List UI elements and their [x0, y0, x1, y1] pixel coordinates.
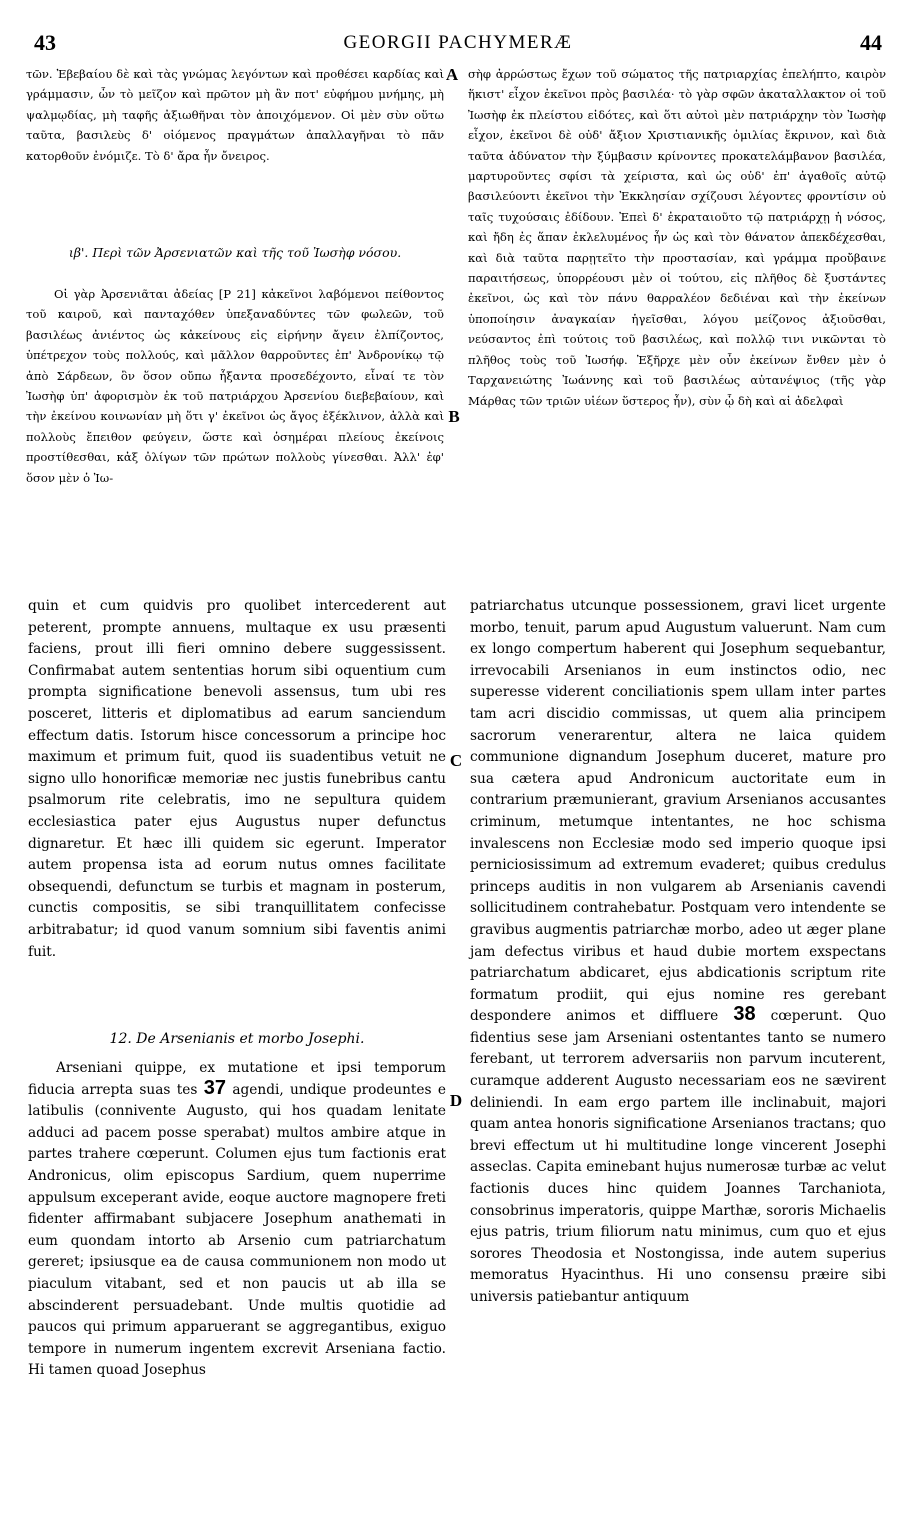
latin-left-paragraph-2-end: agendi, undique prodeuntes e latibulis (connivente Augusto, qui hos quadam lenitate adduci ad pacem posse sperabat) multos ambire atque in partes trahere cœperunt. Columen ejus tum factionis erat Andronicus, olim episcopus Sardium, quem nuperrime appulsum exceperant avide, eoque auctore magnopere freti fidenter affirmabant subjacere Josephum anathemati in eum quondam intorto ab Arsenio cum patriarchatum gereret; ipsiusque ea de causa communionem non modo ut piaculum vitabant, sed et non paucis ut ab illa se abscinderent persuadebant. Unde multis quotidie ad paucos qui primum apparuerant se aggregantibus, exiguo tempore in numerum ingentem excrevit Arseniana factio. Hi tamen quoad Josephus [28, 1081, 446, 1379]
latin-right-paragraph [470, 596, 886, 1309]
page-reference-37: 37 [203, 1076, 227, 1099]
page-number-left: 43 [34, 30, 56, 55]
page-number-right: 44 [860, 30, 882, 55]
margin-marker-c: C [449, 751, 463, 770]
greek-right-paragraph: σὴφ ἀρρώστως ἔχων τοῦ σώματος τῆς πατριαρχίας ἐπελήπτο, καιρὸν ἥκιστ' εἶχον ἐκεῖνοι πρὸς βασιλέα· τὸ γὰρ σφῶν ἀκαταλλακτον οἱ τοῦ Ἰωσὴφ ἐκ πλείστου εἰδότες, καὶ ὅτι αὐτοὶ μὲν πατριάρχην τὸν Ἰωσὴφ εἶχον, ἐκεῖνοι δὲ οὐδ' ἄξιον Χριστιανικῆς ὁμιλίας ἔκρινον, καὶ διὰ ταῦτα ἀδύνατον τὴν ξύμβασιν κρίνοντες προκατελάμβανον βασιλέα, μαρτυροῦντες σφίσι τὰ χείριστα, καὶ ὡς οὐδ' ἐπ' ἀγαθοῖς αὐτῷ βασιλεύοντι ἐκεῖνοι τὴν Ἐκκλησίαν σχίζουσι λέγοντες φροντίσιν οὐ ταῖς τυχούσαις ἐδίδουν. Ἐπεὶ δ' ἐκραταιοῦτο τῷ πατριάρχῃ ἡ νόσος, καὶ ἤδη ἐς ἅπαν ἐκλελυμένος ἦν ὡς καὶ τὸν θάνατον ἀπεκδέχεσθαι, καὶ διὰ ταῦτα παρῃτεῖτο τὴν προστασίαν, καὶ γράμμα προὔβαινε παραιτήσεως, ὑπορρέουσι μὲν οἱ τούτου, εἰς πλῆθος δὲ ξυστάντες ἐκεῖνοι, ὡς καὶ τὸν πάνυ θαρραλέον δεδιέναι καὶ τὴν ἐκείνων ὑποποίησιν ἀναγκαίαν ἡγεῖσθαι, λόγου μείζονος ἀξιοῦσθαι, νεύσαντος ἐπὶ τούτοις τοῦ βασιλέως, καὶ πολλῷ τινι νικῶνται τὸ πλῆθος τοὺς τοῦ Ἰωσήφ. Ἐξῆρχε μὲν οὖν ἐκείνων ἔνθεν μὲν ὁ Ταρχανειώτης Ἰωάννης καὶ τοῦ βασιλέως αὐτανέψιος (τῆς γὰρ Μάρθας τῶν τριῶν υἱέων ὕστερος ἦν), σὺν ᾧ δὴ καὶ αἱ ἀδελφαὶ [468, 67, 886, 408]
running-title: GEORGII PACHYMERÆ [343, 32, 573, 53]
page-reference-38: 38 [733, 1003, 756, 1026]
greek-left-paragraph-2: Οἱ γὰρ Ἀρσενιᾶται ἀδείας [P 21] κἀκεῖνοι λαβόμενοι πείθοντος τοῦ καιροῦ, καὶ πανταχόθεν ὑπεξαναδύντες τῶν φωλεῶν, τοῦ βασιλέως ἀνιέντος ὡς κἀκείνους εἰς εἰρήνην ἄγειν ἐλπίζοντος, ὑπέτρεχον τοὺς πολλούς, καὶ μᾶλλον θαρροῦντες ἐπ' Ἀνδρονίκῳ τῷ ἀπὸ Σάρδεων, ὃν ὅσον οὔπω ἧξαντα προσεδέχοντο, εἶναί τε τὸν Ἰωσὴφ ὑπ' ἀφορισμὸν ἐκ τοῦ πατριάρχου Ἀρσενίου διεβεβαίουν, καὶ τὴν ἐκείνου κοινωνίαν μὴ ὅτι γ' ἐκεῖνοι ὡς ἄγος ἐξέκλινον, ἀλλὰ καὶ πολλοὺς ἔπειθον φεύγειν, ὥστε καὶ ὁσημέραι πλείους ἐκείνοις προστίθεσθαι, κἀξ ὀλίγων τῶν πρώτων πολλοὺς γίνεσθαι. Ἀλλ' ἐφ' ὅσον μὲν ὁ Ἰω- [26, 287, 444, 485]
latin-section-heading: 12. De Arsenianis et morbo Josephi. [109, 1031, 365, 1047]
margin-marker-d: D [449, 1091, 463, 1110]
latin-left-paragraph-2-start: Arseniani quippe, ex mutatione et ipsi temporum fiducia arrepta suas tes [28, 1060, 446, 1098]
greek-section-heading: ιβ'. Περὶ τῶν Ἀρσενιατῶν καὶ τῆς τοῦ Ἰωσὴφ νόσου. [68, 245, 402, 260]
latin-left-paragraph-2 [28, 1058, 446, 1382]
latin-left-paragraph-1: quin et cum quidvis pro quolibet intercederent aut peterent, prompte annuens, multaque ex usu præsenti faciens, prout illi fieri omnino debere suggessissent. Confirmabat autem sententias horum sibi oquentium cum prompta significatione benevoli assensus, tum ubi res posceret, litteris et diplomatibus ad earum sanciendum effectum datis. Istorum hisce concessorum a principe hoc maximum et primum fuit, quod iis suadentibus vetuit ne signo ullo honorificæ memoriæ nec justis funebribus cantu psalmorum rite celebratis, imo ne sepultura quidem ecclesiastica pater ejus Augustus nuper defunctus dignaretur. Et hæc illi quidem sic egerunt. Imperator autem propensa ista ad eorum nutus omnes facilitate obsequendi, defunctum se turbis et magnam in posterum, cunctis compositis, se sibi tranquillitatem confecisse arbitrabatur; id quod vanum somnium sibi faventis animi fuit. [28, 598, 446, 960]
page-header [34, 30, 882, 56]
latin-right-paragraph-end: cœperunt. Quo fidentius sese jam Arseniani ostentantes tanto se numero ferebant, ut terrorem adversariis non parvum incuterent, curamque adderent Augusto necessariam eos ne sævirent deliniendi. In eam ergo partem ille inclinabuit, majori quam antea honoris significatione Arsenianos tractans; quo brevi effectum ut hi multitudine longe vincerent Josephi asseclas. Capita eminebant hujus numerosæ turbæ ac velut factionis duces hinc quidem Joannes Tarchaniota, consobrinus imperatoris, quippe Marthæ, sororis Michaelis ejus patris, trium filiorum natu minimus, cum quo et ejus sorores Theodosia et Nostongissa, inde autem superius memoratus Hyacinthus. Hi uno consensu præire sibi universis patiebantur antiquum [470, 1008, 886, 1305]
greek-left-paragraph-1: τῶν. Ἐβεβαίου δὲ καὶ τὰς γνώμας λεγόντων καὶ προθέσει καρδίας καὶ γράμμασιν, ὧν τὸ μεῖζον καὶ πρῶτον μὴ ἂν ποτ' εὐφήμου μνήμης, μὴ ψαλμῳδίας, μὴ ταφῆς ἀξιωθῆναι τὸν ἀποιχόμενον. Οἱ μὲν σὺν οὕτω ταῦτα, βασιλεὺς δ' οἰόμενος πραγμάτων ἀπαλλαγῆναι τὸ πᾶν κατορθοῦν ἐνόμιζε. Τὸ δ' ἄρα ἦν ὄνειρος. [26, 67, 444, 163]
margin-marker-b: B [448, 407, 460, 426]
margin-marker-a: A [445, 65, 459, 84]
latin-right-paragraph-start: patriarchatus utcunque possessionem, gravi licet urgente morbo, tenuit, parum apud Augustum valuerunt. Nam cum ex longo compertum haberent qui Josephum sequebantur, irrevocabili Arsenianos in eum instinctos odio, nec superesse viderent conciliationis spem ullam inter partes tam acri discidio commissas, ut quem alia principem sacrorum venerarentur, altera ne laica quidem communione dignandum Josephum duceret, mature pro sua cætera apud Andronicum auctoritate eum in contrarium præmunierant, gravium Arsenianos accusantes criminum, metumque intentantes, ne hoc schisma invalescens non Ecclesiæ modo sed imperio quoque ipsi perniciosissimum ad extremum evaderet; quibus credulus princeps auditis in non vulgarem ab Arsenianis cavendi sollicitudinem contrahebatur. Postquam vero intendente se gravibus augmentis patriarchæ morbo, adeo ut æger plane jam defectus viribus et haud dubie mortem exspectans patriarchatum abdicaret, ejus abdicationis scriptum rite formatum prodiit, qui ejus nomine res gerebant despondere animos et diffluere [470, 598, 886, 1025]
